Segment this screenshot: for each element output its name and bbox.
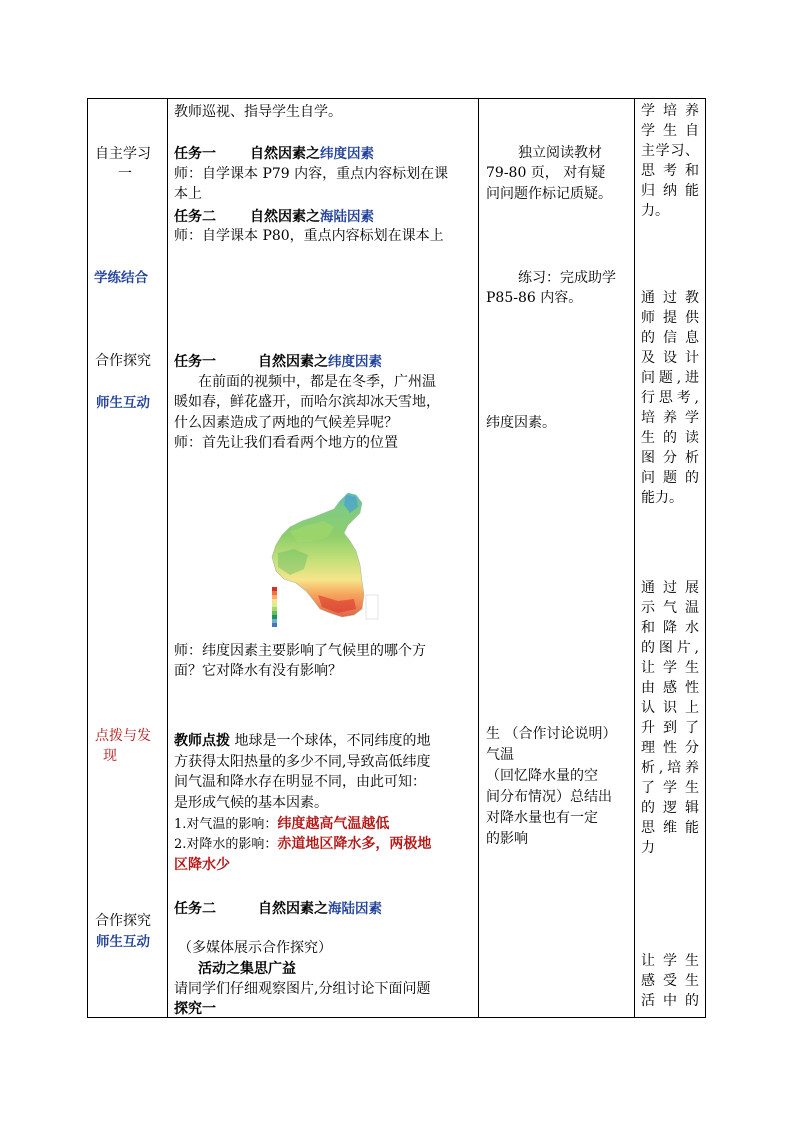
text-line: 对降水量也有一定: [486, 810, 598, 826]
stage-teacher-student-interaction: 师生互动: [96, 395, 150, 411]
task-title-highlight: 海陆因素: [328, 901, 382, 917]
text-line: 79-80 页， 对有疑: [486, 165, 606, 181]
effect-highlight: 纬度越高气温越低: [277, 816, 390, 832]
text-line: 析,培养: [641, 760, 699, 776]
precipitation-effect: [174, 833, 431, 853]
text-line: （回忆降水量的空: [486, 768, 598, 784]
column-divider: [478, 99, 479, 1017]
text-line: 生的读: [641, 430, 699, 446]
inquiry-title: 探究一: [174, 1001, 216, 1017]
text-line: 独立阅读教材: [518, 145, 602, 161]
text-line: 学生自: [641, 123, 699, 139]
text-line: 师：自学课本 P80，重点内容标划在课本上: [174, 228, 444, 244]
map-inset-south-sea: [366, 595, 378, 619]
text-line: 问题,进: [641, 370, 699, 386]
stage-self-study: 自主学习: [95, 146, 151, 162]
intent-block-4: [641, 951, 699, 1011]
text-line: 是形成气候的基本因素。: [174, 795, 328, 811]
task-label: 任务一: [174, 354, 216, 370]
text-line: 师：纬度因素主要影响了气候里的哪个方: [174, 643, 426, 659]
text-line: 升到了: [641, 720, 699, 736]
task-heading: [174, 897, 382, 918]
text-line: [174, 730, 430, 750]
text-line: 暖如春，鲜花盛开，而哈尔滨却冰天雪地，: [174, 394, 440, 410]
text-line: 的逻辑: [641, 800, 699, 816]
text-line: 通过展: [641, 580, 699, 596]
stage-cooperative-inquiry-2: 合作探究: [95, 913, 151, 929]
text-line: 了学生: [641, 780, 699, 796]
text-line: 什么因素造成了两地的气候差异呢？: [174, 415, 398, 431]
guidance-text: 地球是一个球体，不同纬度的地: [234, 733, 431, 749]
task-title: 自然因素之: [250, 146, 320, 162]
text-line: 培养学: [641, 410, 699, 426]
task-label: 任务一: [174, 146, 216, 162]
text-line: 本上: [174, 186, 202, 202]
text-line: P85-86 内容。: [486, 290, 583, 306]
text-line: 师：自学课本 P79 内容，重点内容标划在课: [174, 166, 449, 182]
text-line: 的信息: [641, 330, 699, 346]
text-line: 力: [641, 840, 655, 856]
text-line: 及设计: [641, 350, 699, 366]
text-line: 学培养: [641, 103, 699, 119]
stage-self-study-number: 一: [118, 166, 132, 182]
text-line: 的影响: [486, 831, 528, 847]
stage-guidance: 点拨与发: [95, 728, 151, 744]
task-label: 任务二: [174, 901, 216, 917]
map-legend: [272, 587, 277, 627]
intent-block-1: [641, 101, 699, 221]
text-line: 感受生: [641, 973, 699, 989]
text-line: 图分析: [641, 450, 699, 466]
text-line: 间分布情况）总结出: [486, 789, 612, 805]
text-line: （多媒体展示合作探究）: [178, 940, 332, 956]
text-line: 思考和: [641, 163, 699, 179]
text-line: 在前面的视频中，都是在冬季，广州温: [198, 374, 436, 390]
text-line: 的图片,: [641, 640, 699, 656]
text-line: 生 （合作讨论说明）: [486, 726, 617, 742]
column-divider: [167, 99, 168, 1017]
text-line: 师提供: [641, 310, 699, 326]
text-line: 通过教: [641, 290, 699, 306]
text-line: 活中的: [641, 993, 699, 1009]
text-line: 理性分: [641, 740, 699, 756]
text-line: 练习：完成助学: [518, 270, 616, 286]
text-line: 师：首先让我们看看两个地方的位置: [174, 435, 398, 451]
task-heading: [174, 350, 382, 371]
stage-cooperative-inquiry: 合作探究: [95, 353, 151, 369]
text-line: 请同学们仔细观察图片,分组讨论下面问题: [174, 981, 431, 997]
column-divider: [634, 99, 635, 1017]
text-line: 方获得太阳热量的多少不同,导致高低纬度: [174, 754, 431, 770]
text-line: 归纳能: [641, 183, 699, 199]
china-climate-map: [268, 491, 380, 633]
text-line: 由感性: [641, 680, 699, 696]
text-line: 认识上: [641, 700, 699, 716]
temperature-effect: [174, 813, 389, 833]
text-line: 间气温和降水存在明显不同，由此可知：: [174, 774, 426, 790]
text-line: 让学生: [641, 660, 699, 676]
task-title: 自然因素之: [250, 209, 320, 225]
task-title-highlight: 纬度因素: [328, 354, 382, 370]
text-line: 行思考,: [641, 390, 699, 406]
effect-highlight: 赤道地区降水多，两极地: [277, 836, 432, 852]
intent-block-2: [641, 288, 699, 508]
text-line: 示气温: [641, 600, 699, 616]
task-heading: [174, 205, 374, 226]
text-line: 思维能: [641, 820, 699, 836]
task-title-highlight: 海陆因素: [320, 209, 374, 225]
effect-label: 1.对气温的影响：: [174, 817, 278, 832]
stage-guidance-cont: 现: [103, 748, 117, 764]
text-line: 纬度因素。: [486, 415, 556, 431]
stage-practice: 学练结合: [94, 270, 148, 286]
text-line: 问问题作标记质疑。: [486, 186, 612, 202]
text-line: 问题的: [641, 470, 699, 486]
text-line: 气温: [486, 747, 514, 763]
task-heading: [174, 142, 374, 163]
stage-teacher-student-interaction-2: 师生互动: [96, 934, 150, 950]
effect-label: 2.对降水的影响：: [174, 837, 278, 852]
task-title: 自然因素之: [258, 901, 328, 917]
activity-title: 活动之集思广益: [198, 961, 296, 977]
task-label: 任务二: [174, 209, 216, 225]
text-line: 和降水: [641, 620, 699, 636]
task-title-highlight: 纬度因素: [320, 146, 374, 162]
intent-block-3: [641, 578, 699, 858]
text-line: 让学生: [641, 953, 699, 969]
task-title: 自然因素之: [258, 354, 328, 370]
text-line: 面？它对降水有没有影响？: [174, 663, 342, 679]
guidance-label: 教师点拨: [174, 733, 230, 749]
text-line: 主学习、: [641, 143, 699, 159]
text-line: 能力。: [641, 490, 683, 506]
text-line: 力。: [641, 203, 669, 219]
teacher-instruction: 教师巡视、指导学生自学。: [174, 104, 342, 120]
effect-highlight-cont: 区降水少: [174, 857, 230, 873]
